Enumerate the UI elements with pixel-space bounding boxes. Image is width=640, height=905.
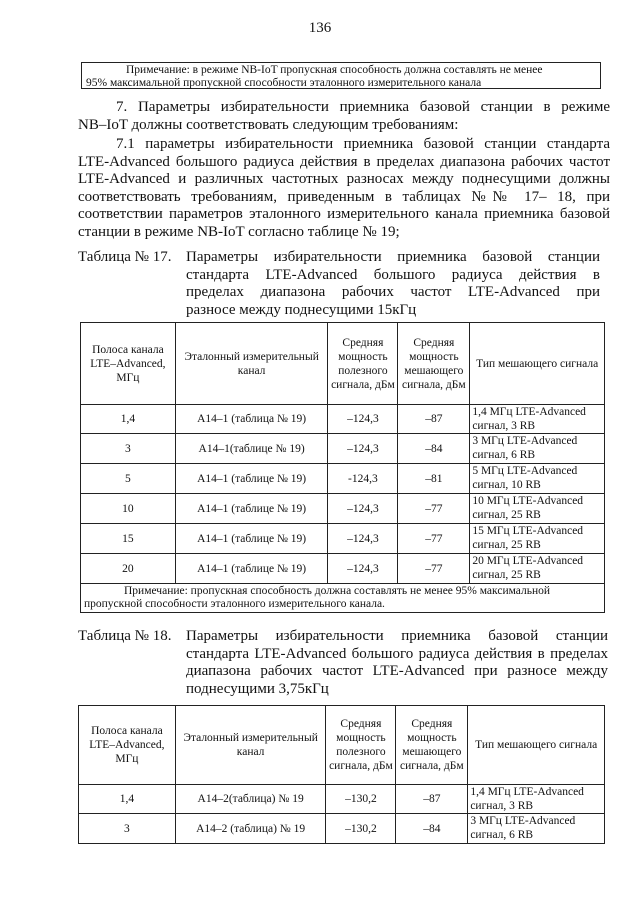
- cell-signal-type: 1,4 МГц LTE-Advanced сигнал, 3 RB: [470, 405, 605, 434]
- column-header: Эталонный измерительный канал: [175, 323, 328, 405]
- column-header: Тип мешающего сигнала: [470, 323, 605, 405]
- paragraph-7: [78, 99, 610, 134]
- page-number: 136: [308, 20, 332, 36]
- caption-line: разносе между поднесущими 15кГц: [186, 301, 417, 318]
- column-header: Средняя мощность полезного сигнала, дБм: [326, 706, 396, 785]
- top-note-line: 95% максимальной пропускной способности эталонного измерительного канала: [86, 77, 482, 89]
- table-18-caption: [78, 628, 608, 700]
- cell-wanted-power: –124,3: [328, 554, 398, 584]
- text-line: LTE-Advanced и различных частотных разносах между поднесущими должны: [78, 171, 610, 187]
- caption-line: стандарта LTE-Advanced большого радиуса действия в пределах: [186, 645, 608, 662]
- cell-wanted-power: -124,3: [328, 464, 398, 494]
- caption-text: [186, 249, 600, 319]
- cell-interfering-power: –84: [396, 814, 468, 844]
- table-row: [79, 814, 605, 844]
- cell-band: 5: [81, 464, 176, 494]
- cell-interfering-power: –77: [398, 524, 470, 554]
- table-17: [80, 322, 605, 613]
- text-line: соответствовать требованиям, приведенным в таблицах №№ 17– 18, при: [78, 188, 610, 205]
- caption-line: Параметры избирательности приемника базовой станции: [186, 628, 608, 644]
- table-row: [81, 524, 605, 554]
- text-line: NB–IoT должны соответствовать следующим требованиям:: [78, 116, 459, 133]
- column-header: Средняя мощность мешающего сигнала, дБм: [398, 323, 470, 405]
- cell-channel: A14–2(таблица) № 19: [175, 785, 326, 814]
- cell-channel: A14–1(таблице № 19): [175, 434, 328, 464]
- table-17-caption: [78, 249, 598, 321]
- table-row: [81, 464, 605, 494]
- text-line: 7.1 параметры избирательности приемника базовой станции стандарта: [116, 136, 610, 152]
- text-line: станции в режиме NB-IoT согласно таблице № 19;: [78, 223, 400, 240]
- table-note-row: [81, 584, 605, 613]
- table-note-line: пропускной способности эталонного измерительного канала.: [84, 598, 385, 610]
- caption-line: стандарта LTE-Advanced большого радиуса действия в: [186, 266, 600, 283]
- cell-channel: A14–1 (таблице № 19): [175, 464, 328, 494]
- table-header-row: [79, 706, 605, 785]
- cell-wanted-power: –124,3: [328, 405, 398, 434]
- table-row: [81, 434, 605, 464]
- cell-signal-type: 1,4 МГц LTE-Advanced сигнал, 3 RB: [468, 785, 605, 814]
- text-line: LTE-Advanced большого радиуса действия в пределах диапазона рабочих частот: [78, 153, 610, 170]
- column-header: Средняя мощность мешающего сигнала, дБм: [396, 706, 468, 785]
- cell-signal-type: 5 МГц LTE-Advanced сигнал, 10 RB: [470, 464, 605, 494]
- cell-band: 1,4: [81, 405, 176, 434]
- column-header: Полоса канала LTE–Advanced, МГц: [79, 706, 176, 785]
- text-line: соответствии параметров эталонного измерительного канала приемника базовой: [78, 206, 610, 222]
- cell-wanted-power: –124,3: [328, 494, 398, 524]
- caption-line: пределах диапазона рабочих частот LTE-Advanced при: [186, 284, 600, 300]
- cell-interfering-power: –81: [398, 464, 470, 494]
- cell-signal-type: 20 МГц LTE-Advanced сигнал, 25 RB: [470, 554, 605, 584]
- top-note-line: Примечание: в режиме NB-IoT пропускная способность должна составлять не менее: [126, 64, 543, 76]
- column-header: Тип мешающего сигнала: [468, 706, 605, 785]
- cell-band: 3: [81, 434, 176, 464]
- cell-signal-type: 10 МГц LTE-Advanced сигнал, 25 RB: [470, 494, 605, 524]
- table-row: [79, 785, 605, 814]
- cell-interfering-power: –87: [396, 785, 468, 814]
- cell-channel: A14–1 (таблица № 19): [175, 405, 328, 434]
- cell-channel: A14–2 (таблица) № 19: [175, 814, 326, 844]
- cell-band: 10: [81, 494, 176, 524]
- cell-interfering-power: –77: [398, 554, 470, 584]
- caption-text: [186, 628, 608, 698]
- cell-wanted-power: –130,2: [326, 785, 396, 814]
- cell-signal-type: 3 МГц LTE-Advanced сигнал, 6 RB: [470, 434, 605, 464]
- cell-wanted-power: –130,2: [326, 814, 396, 844]
- text-line: 7. Параметры избирательности приемника базовой станции в режиме: [116, 99, 610, 115]
- column-header: Полоса канала LTE–Advanced, МГц: [81, 323, 176, 405]
- cell-band: 3: [79, 814, 176, 844]
- column-header: Средняя мощность полезного сигнала, дБм: [328, 323, 398, 405]
- column-header: Эталонный измерительный канал: [175, 706, 326, 785]
- cell-channel: A14–1 (таблице № 19): [175, 554, 328, 584]
- table-label: Таблица № 18.: [78, 628, 172, 644]
- table-row: [81, 405, 605, 434]
- cell-channel: A14–1 (таблице № 19): [175, 524, 328, 554]
- caption-line: поднесущими 3,75кГц: [186, 680, 329, 697]
- top-note: [81, 62, 601, 89]
- table-label: Таблица № 17.: [78, 249, 172, 265]
- cell-interfering-power: –77: [398, 494, 470, 524]
- cell-signal-type: 3 МГц LTE-Advanced сигнал, 6 RB: [468, 814, 605, 844]
- cell-interfering-power: –84: [398, 434, 470, 464]
- cell-interfering-power: –87: [398, 405, 470, 434]
- cell-wanted-power: –124,3: [328, 434, 398, 464]
- cell-band: 1,4: [79, 785, 176, 814]
- cell-signal-type: 15 МГц LTE-Advanced сигнал, 25 RB: [470, 524, 605, 554]
- caption-line: диапазона рабочих частот LTE-Advanced при разносе между: [186, 663, 608, 679]
- cell-wanted-power: –124,3: [328, 524, 398, 554]
- table-note: [81, 584, 605, 613]
- cell-band: 15: [81, 524, 176, 554]
- caption-line: Параметры избирательности приемника базовой станции: [186, 249, 600, 265]
- paragraph-7-1: [78, 136, 610, 241]
- table-note-line: Примечание: пропускная способность должна составлять не менее 95% максимальной: [124, 585, 551, 597]
- cell-band: 20: [81, 554, 176, 584]
- table-row: [81, 494, 605, 524]
- cell-channel: A14–1 (таблице № 19): [175, 494, 328, 524]
- table-header-row: [81, 323, 605, 405]
- table-row: [81, 554, 605, 584]
- table-18: [78, 705, 605, 844]
